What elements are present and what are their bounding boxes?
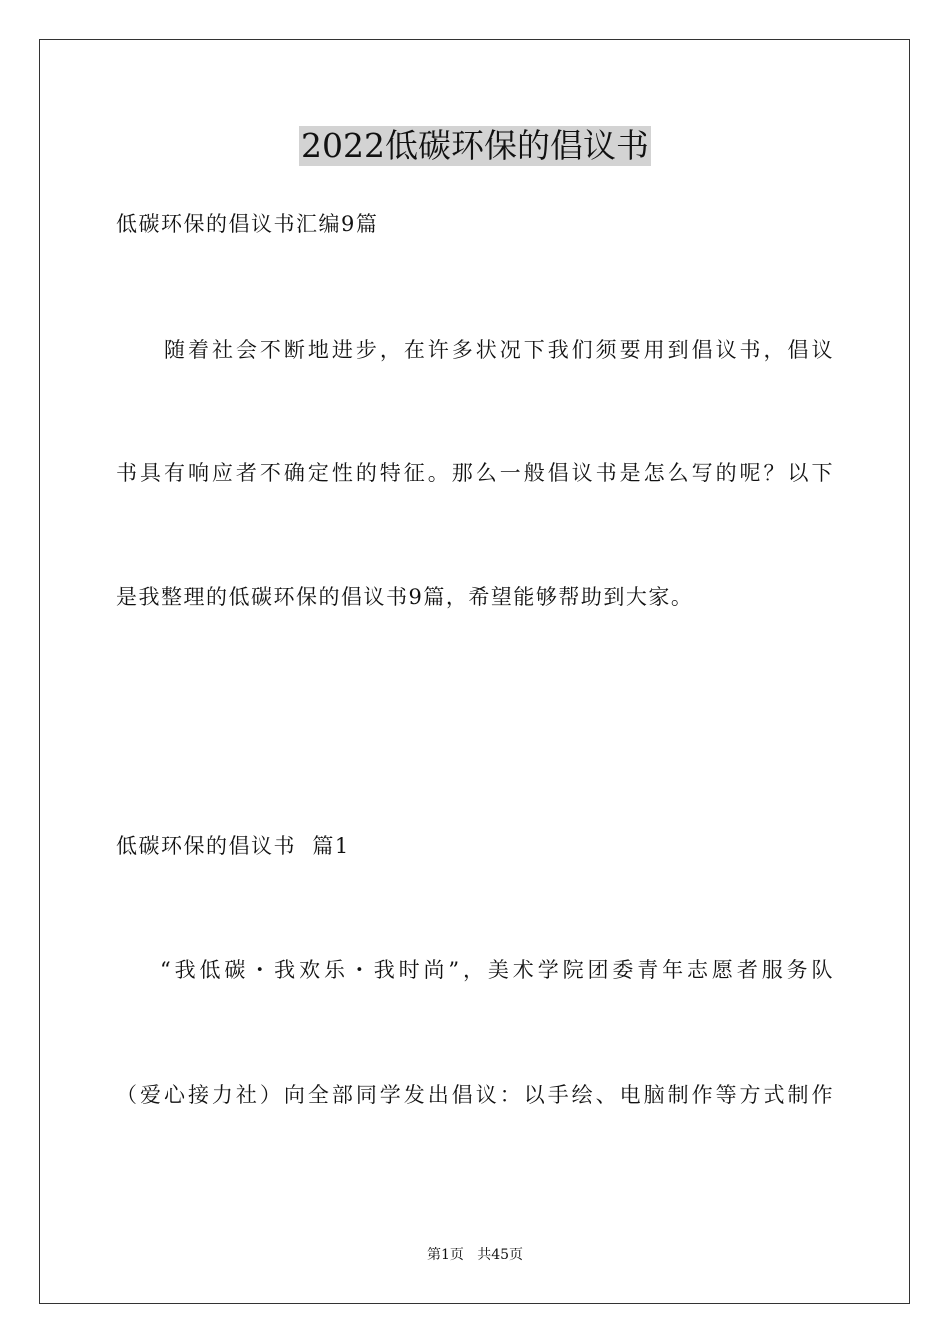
document-subtitle: 低碳环保的倡议书汇编9篇 — [116, 212, 379, 236]
intro-paragraph-line-2: 书具有响应者不确定性的特征。那么一般倡议书是怎么写的呢？以下 — [116, 461, 834, 485]
intro-paragraph-line-1: 随着社会不断地进步，在许多状况下我们须要用到倡议书，倡议 — [164, 338, 834, 362]
section-paragraph-line-1: “我低碳・我欢乐・我时尚”，美术学院团委青年志愿者服务队 — [160, 958, 834, 982]
section-heading: 低碳环保的倡议书 篇1 — [116, 834, 350, 858]
section-paragraph-line-2: （爱心接力社）向全部同学发出倡议：以手绘、电脑制作等方式制作 — [116, 1083, 834, 1107]
page-number-footer: 第1页 共45页 — [426, 1247, 524, 1263]
intro-paragraph-line-3: 是我整理的低碳环保的倡议书9篇，希望能够帮助到大家。 — [116, 585, 694, 609]
title-container — [0, 126, 950, 166]
document-title: 2022低碳环保的倡议书 — [301, 126, 649, 165]
